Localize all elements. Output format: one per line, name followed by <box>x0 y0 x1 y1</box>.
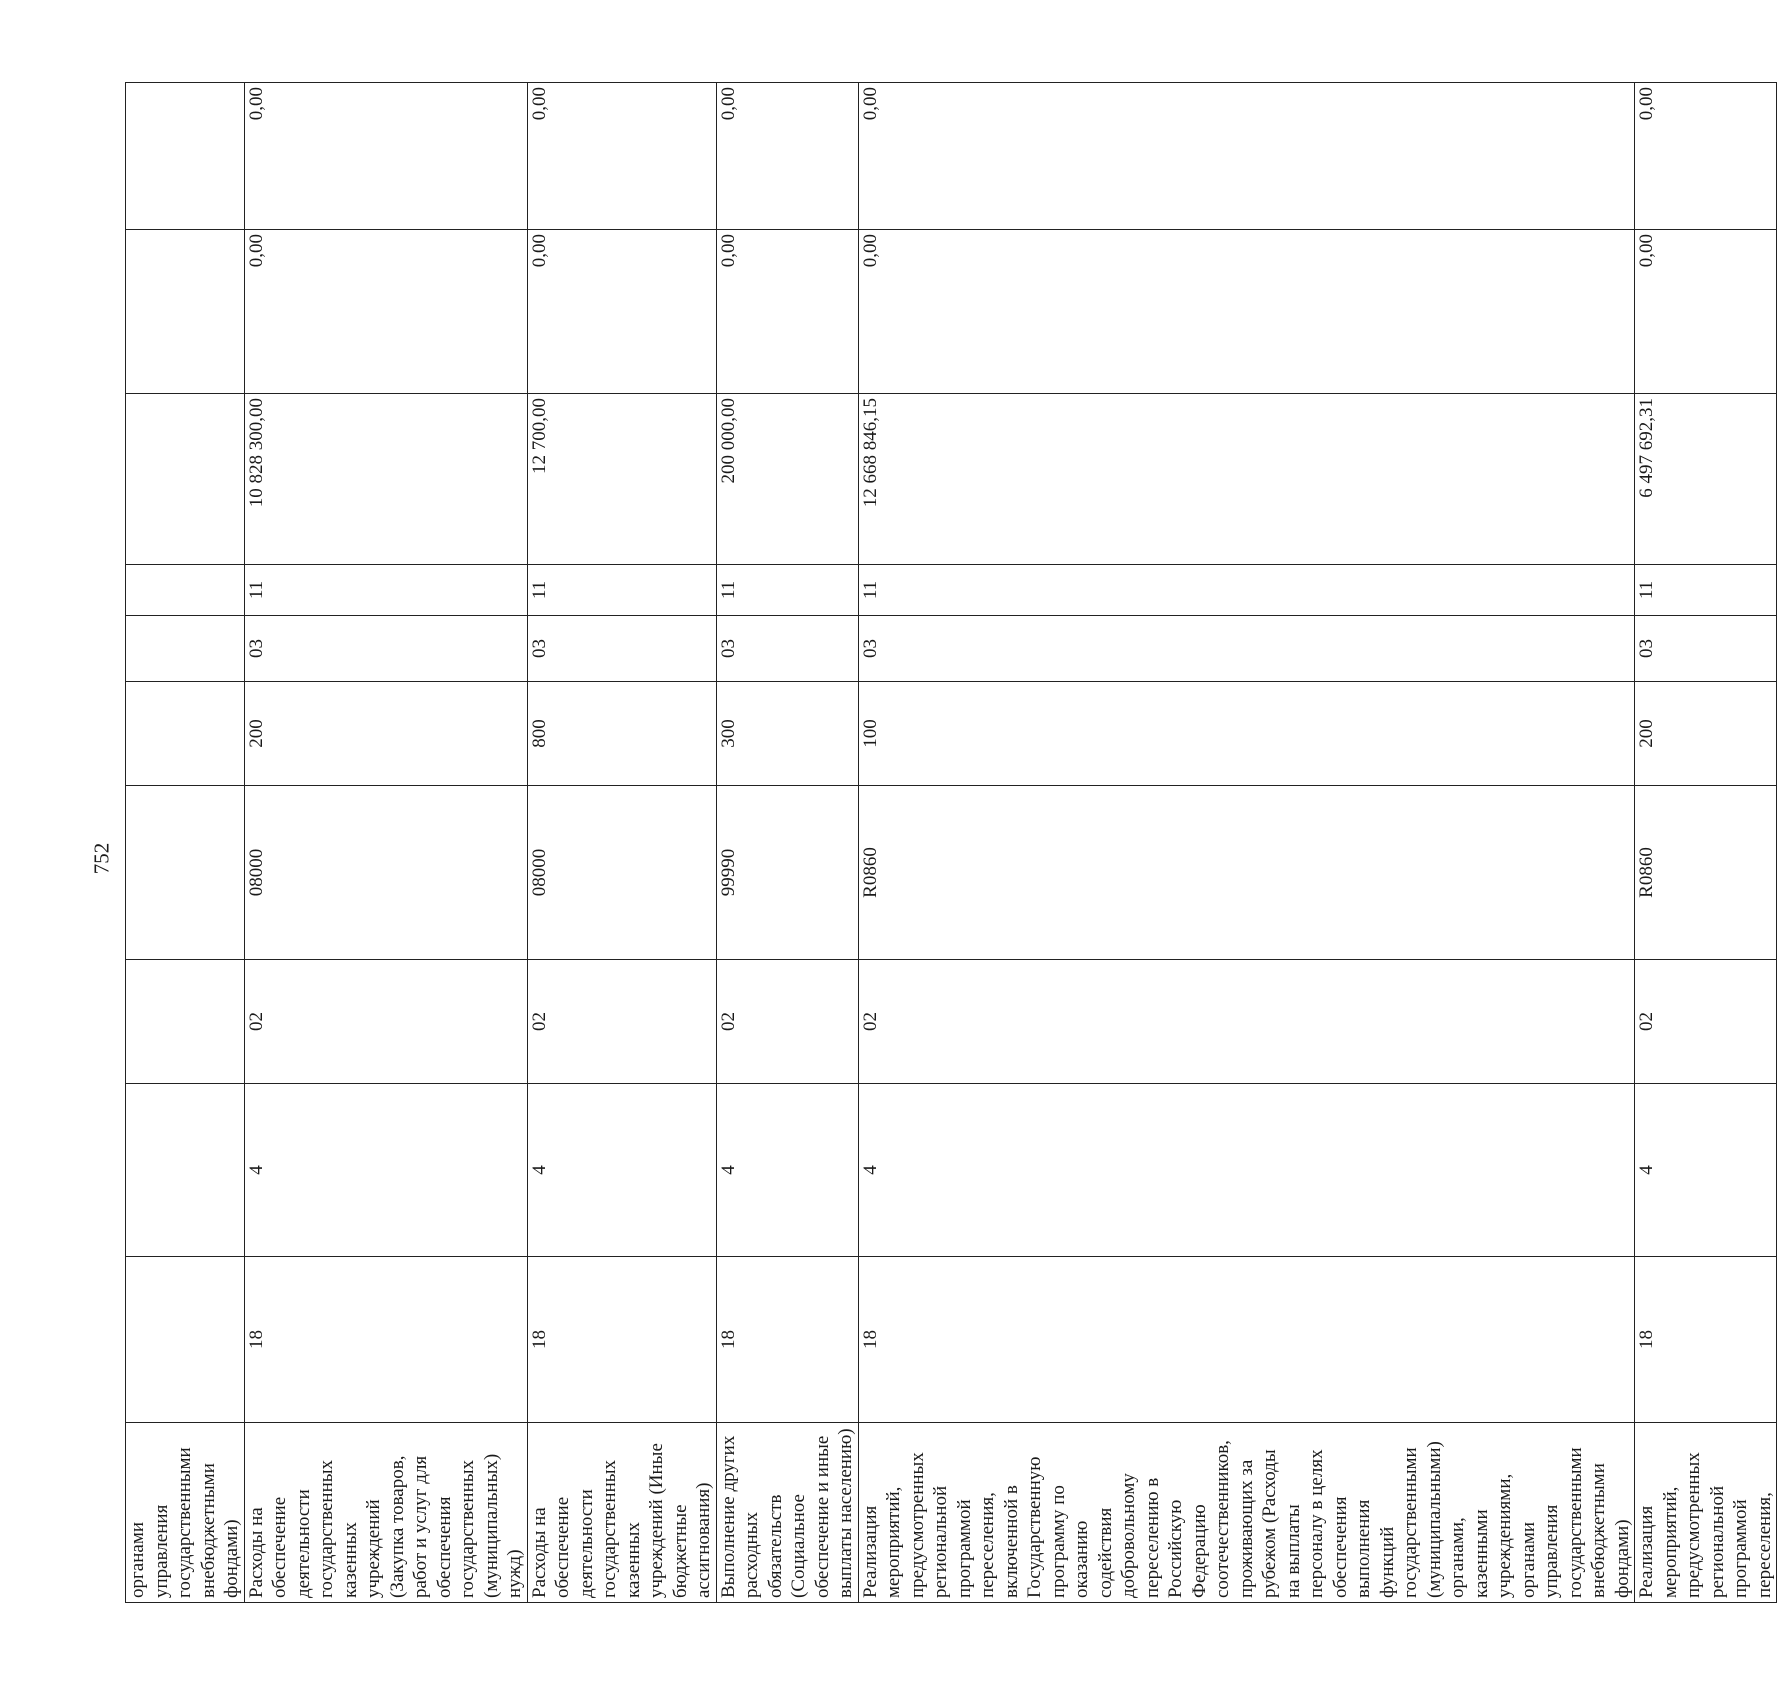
cell-expense-type: 100 <box>858 682 1635 786</box>
cell-amount-1: 12 668 846,15 <box>858 394 1635 565</box>
cell-expense-type: 200 <box>244 682 527 786</box>
row-name: органами управления государственными внебюджетными фондами) <box>126 1423 245 1603</box>
cell-subprogram-code: 02 <box>716 960 858 1084</box>
cell-subsection <box>126 565 245 616</box>
table-row <box>126 83 245 1603</box>
cell-program-code: 4 <box>1635 1084 1777 1257</box>
cell-subprogram-code <box>126 960 245 1084</box>
row-name: Реализация мероприятий, предусмотренных региональной программой переселения, <box>1635 1423 1777 1603</box>
cell-section: 03 <box>244 616 527 682</box>
table-row <box>858 83 1635 1603</box>
cell-amount-2 <box>126 230 245 394</box>
cell-amount-2: 0,00 <box>858 230 1635 394</box>
cell-amount-3: 0,00 <box>527 83 716 230</box>
cell-section: 03 <box>527 616 716 682</box>
cell-direction-code: 99990 <box>716 786 858 960</box>
cell-amount-1 <box>126 394 245 565</box>
cell-amount-3 <box>126 83 245 230</box>
cell-direction-code: 08000 <box>527 786 716 960</box>
cell-ministry-code: 18 <box>858 1257 1635 1423</box>
row-name: Реализация мероприятий, предусмотренных региональной программой переселения, включенной в Государственную программу по оказанию содействия добровольному переселению в Российскую Федерацию соотечественников, проживающих за рубежом (Расходы на выплаты персоналу в целях обеспечения выполнения функций государственными (муниципальными) органами, казенными учреждениями, органами управления государственными внебюджетными фондами) <box>858 1423 1635 1603</box>
cell-amount-3: 0,00 <box>1635 83 1777 230</box>
cell-program-code: 4 <box>716 1084 858 1257</box>
cell-subprogram-code: 02 <box>527 960 716 1084</box>
rotated-table-wrapper <box>125 83 1775 1603</box>
cell-subsection: 11 <box>716 565 858 616</box>
cell-ministry-code: 18 <box>527 1257 716 1423</box>
cell-subsection: 11 <box>1635 565 1777 616</box>
table-row <box>527 83 716 1603</box>
cell-section: 03 <box>716 616 858 682</box>
cell-subsection: 11 <box>244 565 527 616</box>
table-row <box>1635 83 1777 1603</box>
cell-direction-code: 08000 <box>244 786 527 960</box>
cell-amount-2: 0,00 <box>527 230 716 394</box>
cell-direction-code: R0860 <box>858 786 1635 960</box>
cell-section: 03 <box>858 616 1635 682</box>
cell-direction-code: R0860 <box>1635 786 1777 960</box>
cell-expense-type <box>126 682 245 786</box>
cell-amount-1: 200 000,00 <box>716 394 858 565</box>
cell-program-code: 4 <box>858 1084 1635 1257</box>
cell-ministry-code: 18 <box>1635 1257 1777 1423</box>
cell-amount-1: 6 497 692,31 <box>1635 394 1777 565</box>
cell-subsection: 11 <box>858 565 1635 616</box>
page-number: 752 <box>89 842 114 875</box>
cell-amount-1: 10 828 300,00 <box>244 394 527 565</box>
budget-table <box>125 82 1777 1603</box>
cell-expense-type: 200 <box>1635 682 1777 786</box>
cell-amount-3: 0,00 <box>244 83 527 230</box>
cell-amount-3: 0,00 <box>858 83 1635 230</box>
table-row <box>716 83 858 1603</box>
row-name: Расходы на обеспечение деятельности государственных казенных учреждений (Закупка товаров, работ и услуг для обеспечения государственных (муниципальных) нужд) <box>244 1423 527 1603</box>
cell-amount-2: 0,00 <box>1635 230 1777 394</box>
cell-amount-2: 0,00 <box>244 230 527 394</box>
cell-subprogram-code: 02 <box>244 960 527 1084</box>
cell-ministry-code <box>126 1257 245 1423</box>
cell-subsection: 11 <box>527 565 716 616</box>
cell-section: 03 <box>1635 616 1777 682</box>
cell-program-code <box>126 1084 245 1257</box>
cell-ministry-code: 18 <box>244 1257 527 1423</box>
cell-ministry-code: 18 <box>716 1257 858 1423</box>
cell-amount-2: 0,00 <box>716 230 858 394</box>
cell-expense-type: 800 <box>527 682 716 786</box>
row-name: Расходы на обеспечение деятельности государственных казенных учреждений (Иные бюджетные ассигнования) <box>527 1423 716 1603</box>
table-row <box>244 83 527 1603</box>
cell-subprogram-code: 02 <box>858 960 1635 1084</box>
row-name: Выполнение других расходных обязательств (Социальное обеспечение и иные выплаты населению) <box>716 1423 858 1603</box>
cell-subprogram-code: 02 <box>1635 960 1777 1084</box>
cell-direction-code <box>126 786 245 960</box>
cell-program-code: 4 <box>244 1084 527 1257</box>
cell-program-code: 4 <box>527 1084 716 1257</box>
cell-expense-type: 300 <box>716 682 858 786</box>
cell-amount-1: 12 700,00 <box>527 394 716 565</box>
cell-section <box>126 616 245 682</box>
cell-amount-3: 0,00 <box>716 83 858 230</box>
